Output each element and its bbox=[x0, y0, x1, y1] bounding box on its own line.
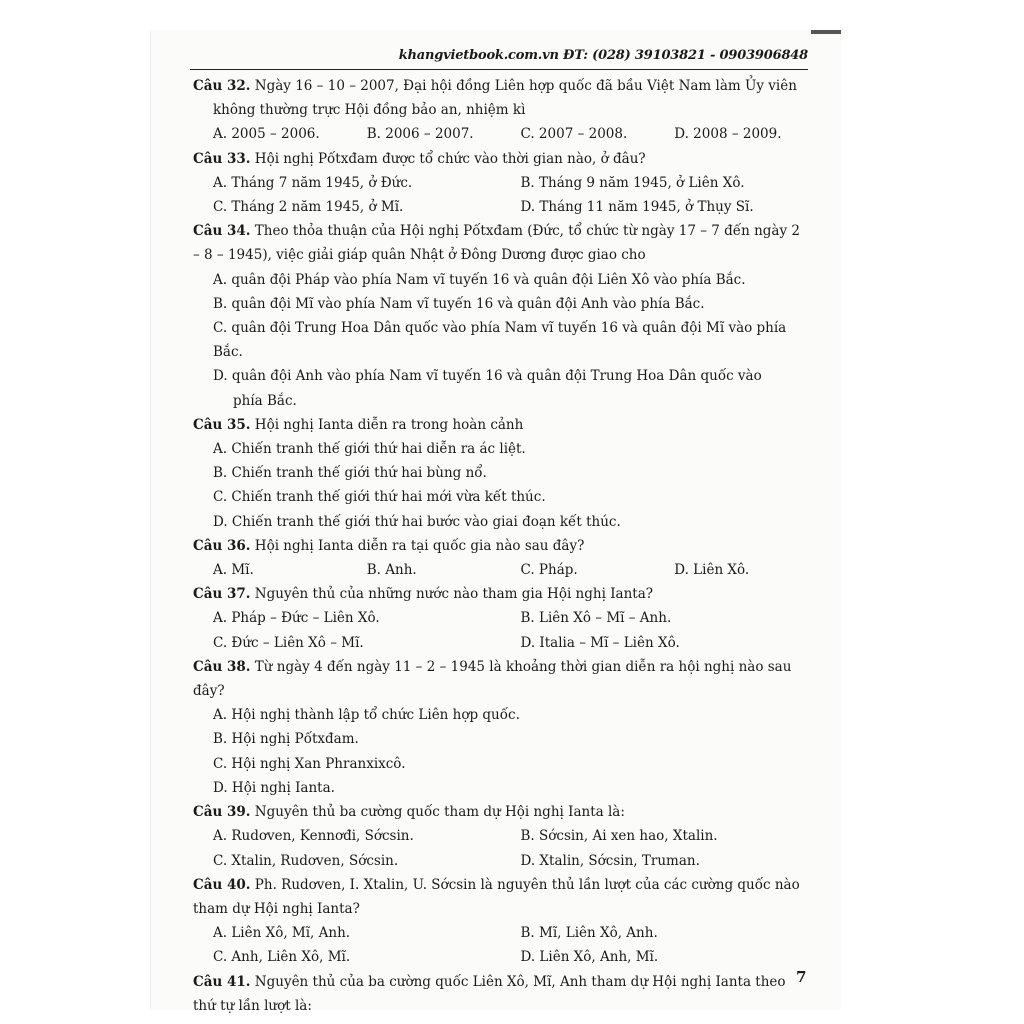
question-34 bbox=[193, 219, 808, 413]
question-41 bbox=[193, 970, 808, 1018]
option-b: B. Anh. bbox=[366, 562, 417, 579]
option-a: A. Chiến tranh thế giới thứ hai diễn ra ác liệt. bbox=[213, 441, 526, 458]
option-d: D. Tháng 11 năm 1945, ở Thụy Sĩ. bbox=[520, 199, 754, 216]
question-32 bbox=[193, 74, 808, 147]
option-d: D. Hội nghị Ianta. bbox=[213, 779, 335, 796]
question-text: Theo thỏa thuận của Hội nghị Pốtxđam (Đức, tổ chức từ ngày 17 – 7 đến ngày 2 bbox=[254, 223, 800, 240]
option-a: A. 2005 – 2006. bbox=[213, 126, 320, 143]
question-number: Câu 39. bbox=[193, 804, 251, 821]
option-d: D. Liên Xô, Anh, Mĩ. bbox=[520, 949, 659, 966]
option-d: D. Liên Xô. bbox=[674, 562, 750, 579]
option-a: A. Hội nghị thành lập tổ chức Liên hợp quốc. bbox=[213, 707, 520, 724]
option-a: A. Rudơven, Kennơđi, Sớcsin. bbox=[213, 828, 414, 845]
option-d: D. 2008 – 2009. bbox=[674, 126, 782, 143]
option-b: B. Liên Xô – Mĩ – Anh. bbox=[520, 610, 672, 627]
option-d: D. Italia – Mĩ – Liên Xô. bbox=[520, 634, 680, 651]
option-a: A. quân đội Pháp vào phía Nam vĩ tuyến 16 và quân đội Liên Xô vào phía Bắc. bbox=[213, 271, 746, 288]
option-d: D. Chiến tranh thế giới thứ hai bước vào giai đoạn kết thúc. bbox=[213, 513, 621, 530]
option-b: B. quân đội Mĩ vào phía Nam vĩ tuyến 16 và quân đội Anh vào phía Bắc. bbox=[213, 295, 705, 312]
option-b: B. Tháng 9 năm 1945, ở Liên Xô. bbox=[520, 174, 745, 191]
page-header: khangvietbook.com.vn ĐT: (028) 39103821 - 0903906848 bbox=[190, 48, 808, 70]
option-c: C. Đức – Liên Xô – Mĩ. bbox=[213, 634, 364, 651]
option-c: C. Pháp. bbox=[520, 562, 578, 579]
page-number: 7 bbox=[796, 968, 807, 986]
option-c: C. 2007 – 2008. bbox=[520, 126, 628, 143]
question-text-cont: không thường trực Hội đồng bảo an, nhiệm kì bbox=[213, 102, 526, 119]
question-text: Ngày 16 – 10 – 2007, Đại hội đồng Liên hợp quốc đã bầu Việt Nam làm Ủy viên bbox=[254, 78, 797, 94]
question-text-cont: tham dự Hội nghị Ianta? bbox=[193, 900, 360, 917]
question-number: Câu 36. bbox=[193, 537, 251, 554]
option-d: D. Xtalin, Sớcsin, Truman. bbox=[520, 852, 700, 869]
question-number: Câu 38. bbox=[193, 658, 251, 675]
question-35 bbox=[193, 413, 808, 534]
question-text: Nguyên thủ của ba cường quốc Liên Xô, Mĩ, Anh tham dự Hội nghị Ianta theo bbox=[254, 973, 786, 990]
option-b: B. Mĩ, Liên Xô, Anh. bbox=[520, 925, 658, 942]
option-c: C. Hội nghị Xan Phranxixcô. bbox=[213, 755, 406, 772]
question-text-cont: – 8 – 1945), việc giải giáp quân Nhật ở Đông Dương được giao cho bbox=[193, 247, 646, 264]
option-c: C. Xtalin, Rudơven, Sớcsin. bbox=[213, 852, 399, 869]
question-text: Nguyên thủ của những nước nào tham gia Hội nghị Ianta? bbox=[254, 586, 653, 603]
option-d-cont: phía Bắc. bbox=[233, 392, 297, 409]
question-number: Câu 40. bbox=[193, 876, 251, 893]
question-text-cont: thứ tự lần lượt là: bbox=[193, 997, 312, 1014]
option-a: A. Liên Xô, Mĩ, Anh. bbox=[213, 925, 351, 942]
option-c: C. quân đội Trung Hoa Dân quốc vào phía Nam vĩ tuyến 16 và quân đội Mĩ vào phía Bắc. bbox=[213, 320, 787, 361]
question-text: Ph. Rudơven, I. Xtalin, U. Sớcsin là nguyên thủ lần lượt của các cường quốc nào bbox=[254, 876, 800, 893]
question-40 bbox=[193, 873, 808, 970]
question-number: Câu 32. bbox=[193, 78, 251, 94]
option-c: C. Tháng 2 năm 1945, ở Mĩ. bbox=[213, 199, 404, 216]
option-d: D. quân đội Anh vào phía Nam vĩ tuyến 16 và quân đội Trung Hoa Dân quốc vào bbox=[213, 368, 762, 385]
question-text: Từ ngày 4 đến ngày 11 – 2 – 1945 là khoảng thời gian diễn ra hội nghị nào sau đây? bbox=[193, 658, 792, 700]
question-text: Hội nghị Ianta diễn ra tại quốc gia nào sau đây? bbox=[254, 537, 585, 554]
option-b: B. Sớcsin, Ai xen hao, Xtalin. bbox=[520, 828, 718, 845]
option-b: B. Hội nghị Pốtxđam. bbox=[213, 731, 359, 748]
question-39 bbox=[193, 800, 808, 873]
question-number: Câu 33. bbox=[193, 150, 251, 167]
option-b: B. Chiến tranh thế giới thứ hai bùng nổ. bbox=[213, 465, 487, 482]
question-number: Câu 41. bbox=[193, 973, 251, 990]
question-text: Hội nghị Pốtxđam được tổ chức vào thời gian nào, ở đâu? bbox=[254, 150, 646, 167]
question-37 bbox=[193, 582, 808, 655]
question-33 bbox=[193, 147, 808, 220]
option-a: A. Pháp – Đức – Liên Xô. bbox=[213, 610, 380, 627]
option-c: C. Anh, Liên Xô, Mĩ. bbox=[213, 949, 351, 966]
question-number: Câu 34. bbox=[193, 223, 251, 240]
option-a: A. Tháng 7 năm 1945, ở Đức. bbox=[213, 174, 413, 191]
page-corner-mark bbox=[811, 30, 841, 34]
question-list bbox=[193, 74, 808, 1018]
option-c: C. Chiến tranh thế giới thứ hai mới vừa kết thúc. bbox=[213, 489, 546, 506]
question-number: Câu 35. bbox=[193, 416, 251, 433]
question-number: Câu 37. bbox=[193, 586, 251, 603]
option-a: A. Mĩ. bbox=[213, 562, 254, 579]
question-text: Hội nghị Ianta diễn ra trong hoàn cảnh bbox=[254, 416, 524, 433]
option-b: B. 2006 – 2007. bbox=[366, 126, 474, 143]
question-text: Nguyên thủ ba cường quốc tham dự Hội nghị Ianta là: bbox=[254, 804, 625, 821]
question-36 bbox=[193, 534, 808, 582]
question-38 bbox=[193, 655, 808, 800]
